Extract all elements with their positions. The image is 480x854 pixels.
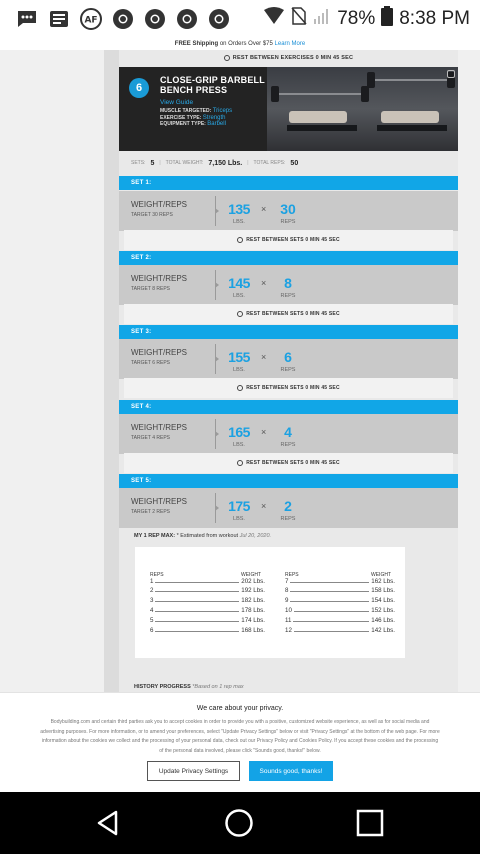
- exercise-meta: MUSCLE TARGETED: Triceps EXERCISE TYPE: Strength EQUIPMENT TYPE: Barbell: [160, 108, 233, 127]
- muscle-value[interactable]: Triceps: [212, 108, 233, 114]
- rest-between-sets: REST BETWEEN SETS 0 MIN 45 SEC: [124, 304, 453, 324]
- exercise-number: 6: [129, 78, 149, 98]
- navigation-bar: [0, 792, 480, 854]
- set-4-row: WEIGHT/REPS TARGET 4 REPS 165 LBS. × 4 REPS: [119, 414, 458, 454]
- clock-icon: [224, 55, 230, 61]
- col-reps-header: REPS: [150, 572, 164, 578]
- rm-weight: 152 Lbs.: [371, 606, 395, 614]
- set-1-header: SET 1:: [119, 176, 458, 190]
- set-reps[interactable]: 8: [284, 275, 292, 291]
- back-button[interactable]: [93, 808, 123, 838]
- set-2-row: WEIGHT/REPS TARGET 8 REPS 145 LBS. × 8 REPS: [119, 265, 458, 305]
- set-5-row: WEIGHT/REPS TARGET 2 REPS 175 LBS. × 2 REPS: [119, 488, 458, 528]
- one-rep-max-row: [285, 604, 395, 614]
- equipment-value[interactable]: Barbell: [207, 121, 226, 127]
- home-button[interactable]: [224, 808, 254, 838]
- set-target: TARGET 6 REPS: [131, 360, 170, 366]
- set-4-header: SET 4:: [119, 400, 458, 414]
- one-rep-max-row: [150, 624, 265, 634]
- svg-text:AF: AF: [84, 15, 98, 26]
- view-guide-link[interactable]: View Guide: [160, 99, 194, 106]
- rest-between-exercises: REST BETWEEN EXERCISES 0 MIN 45 SEC: [119, 50, 458, 66]
- set-2-header: SET 2:: [119, 251, 458, 265]
- cookie-body: Bodybuilding.com and certain third parties ask you to accept cookies in order to provide you with a positive, customized website experience, as well as for social media and advertising purposes. For more information, or to amend your preferences, select "Update Privacy Settings" below or visit "Privacy Settings" at the bottom of the web page. For more information about the cookies we collect and the processing of your personal data, check out our Privacy Policy and Cookies Policy. If you accept these cookies and the processing of the personal data involved, please click "Sounds good, thanks!" below.: [40, 719, 440, 754]
- shipping-banner: [0, 38, 480, 50]
- set-3-header: SET 3:: [119, 325, 458, 339]
- rm-reps: 12: [285, 626, 292, 634]
- total-weight: 7,150 Lbs.: [208, 159, 243, 167]
- history-progress-label: HISTORY PROGRESS *Based on 1 rep max: [134, 684, 244, 690]
- expand-icon[interactable]: [447, 70, 455, 78]
- rm-weight: 142 Lbs.: [371, 626, 395, 634]
- no-sim-icon: [291, 7, 307, 31]
- shipping-free: FREE Shipping: [174, 41, 219, 47]
- clock-time: 8:38 PM: [399, 8, 470, 29]
- battery-icon: [381, 6, 393, 32]
- set-reps[interactable]: 6: [284, 349, 292, 365]
- set-5-header: SET 5:: [119, 474, 458, 488]
- web-page: [0, 50, 480, 692]
- one-rep-max-label: MY 1 REP MAX: * Estimated from workout Jul 20, 2020.: [134, 533, 272, 539]
- one-rep-max-row: [150, 585, 265, 595]
- chrome-icon: [176, 8, 198, 30]
- signal-icon: [313, 7, 331, 31]
- set-target: TARGET 2 REPS: [131, 509, 170, 515]
- clock-icon: [237, 385, 243, 391]
- rm-weight: 202 Lbs.: [241, 577, 265, 585]
- rest-between-sets: REST BETWEEN SETS 0 MIN 45 SEC: [124, 453, 453, 473]
- rm-reps: 4: [150, 606, 154, 614]
- set-target: TARGET 30 REPS: [131, 212, 173, 218]
- set-weight[interactable]: 155: [228, 349, 250, 365]
- one-rep-max-row: [285, 624, 395, 634]
- rm-weight: 168 Lbs.: [241, 626, 265, 634]
- col-reps-header: REPS: [285, 572, 299, 578]
- cookie-banner: [0, 692, 480, 792]
- rm-reps: 9: [285, 597, 289, 605]
- one-rep-max-row: [150, 604, 265, 614]
- rm-weight: 154 Lbs.: [371, 597, 395, 605]
- clock-icon: [237, 237, 243, 243]
- recents-button[interactable]: [355, 808, 385, 838]
- rm-weight: 182 Lbs.: [241, 597, 265, 605]
- status-bar: [0, 0, 480, 38]
- one-rep-max-row: [285, 595, 395, 605]
- one-rep-max-row: [285, 585, 395, 595]
- set-1-row: WEIGHT/REPS TARGET 30 REPS 135 LBS. × 30 REPS: [119, 191, 458, 231]
- rm-reps: 6: [150, 626, 154, 634]
- rest-between-sets: REST BETWEEN SETS 0 MIN 45 SEC: [124, 378, 453, 398]
- cookie-title: We care about your privacy.: [196, 705, 284, 712]
- battery-percent: 78%: [337, 8, 376, 29]
- rm-weight: 162 Lbs.: [371, 577, 395, 585]
- rm-reps: 10: [285, 606, 292, 614]
- chrome-icon: [112, 8, 134, 30]
- set-3-row: WEIGHT/REPS TARGET 6 REPS 155 LBS. × 6 REPS: [119, 339, 458, 379]
- one-rep-max-row: [150, 614, 265, 624]
- chrome-icon: [144, 8, 166, 30]
- exercise-photo: [267, 67, 458, 151]
- col-weight-header: WEIGHT: [371, 572, 391, 578]
- shipping-text: on Orders Over $75: [219, 41, 273, 47]
- set-weight[interactable]: 175: [228, 498, 250, 514]
- col-weight-header: WEIGHT: [241, 572, 261, 578]
- one-rep-max-table: [135, 547, 405, 658]
- type-value[interactable]: Strength: [202, 114, 226, 121]
- rm-weight: 192 Lbs.: [241, 587, 265, 595]
- exercise-header: [119, 67, 458, 151]
- set-reps[interactable]: 4: [284, 424, 292, 440]
- rm-reps: 11: [285, 616, 292, 624]
- rm-reps: 7: [285, 577, 289, 585]
- sets-count: 5: [150, 159, 155, 167]
- set-target: TARGET 8 REPS: [131, 286, 170, 292]
- set-weight[interactable]: 135: [228, 201, 250, 217]
- rm-weight: 146 Lbs.: [371, 616, 395, 624]
- clock-icon: [237, 460, 243, 466]
- set-reps[interactable]: 2: [284, 498, 292, 514]
- set-reps[interactable]: 30: [280, 201, 296, 217]
- rm-weight: 158 Lbs.: [371, 587, 395, 595]
- set-weight[interactable]: 145: [228, 275, 250, 291]
- one-rep-max-row: [285, 614, 395, 624]
- one-rep-max-row: [285, 575, 395, 585]
- set-target: TARGET 4 REPS: [131, 435, 170, 441]
- one-rep-max-row: [150, 575, 265, 585]
- rm-reps: 3: [150, 597, 154, 605]
- sms-icon: [16, 8, 38, 30]
- chrome-icon: [208, 8, 230, 30]
- system-status: [263, 6, 470, 32]
- workout-summary: SETS: 5 | TOTAL WEIGHT: 7,150 Lbs. | TOTAL REPS: 50: [131, 159, 299, 167]
- af-icon: [80, 8, 102, 30]
- rm-reps: 5: [150, 616, 154, 624]
- update-privacy-settings-button[interactable]: Update Privacy Settings: [147, 761, 240, 781]
- wifi-icon: [263, 7, 285, 31]
- rm-reps: 8: [285, 587, 289, 595]
- rest-between-sets: REST BETWEEN SETS 0 MIN 45 SEC: [124, 230, 453, 250]
- accept-cookies-button[interactable]: Sounds good, thanks!: [249, 761, 333, 781]
- news-icon: [48, 8, 70, 30]
- learn-more-link[interactable]: Learn More: [274, 41, 306, 47]
- rm-reps: 1: [150, 577, 154, 585]
- clock-icon: [237, 311, 243, 317]
- exercise-title: CLOSE-GRIP BARBELL BENCH PRESS: [160, 75, 265, 95]
- one-rep-max-row: [150, 595, 265, 605]
- rm-reps: 2: [150, 587, 154, 595]
- total-reps: 50: [290, 159, 299, 167]
- set-weight[interactable]: 165: [228, 424, 250, 440]
- rm-weight: 178 Lbs.: [241, 606, 265, 614]
- rm-weight: 174 Lbs.: [241, 616, 265, 624]
- notification-icons: [16, 8, 230, 30]
